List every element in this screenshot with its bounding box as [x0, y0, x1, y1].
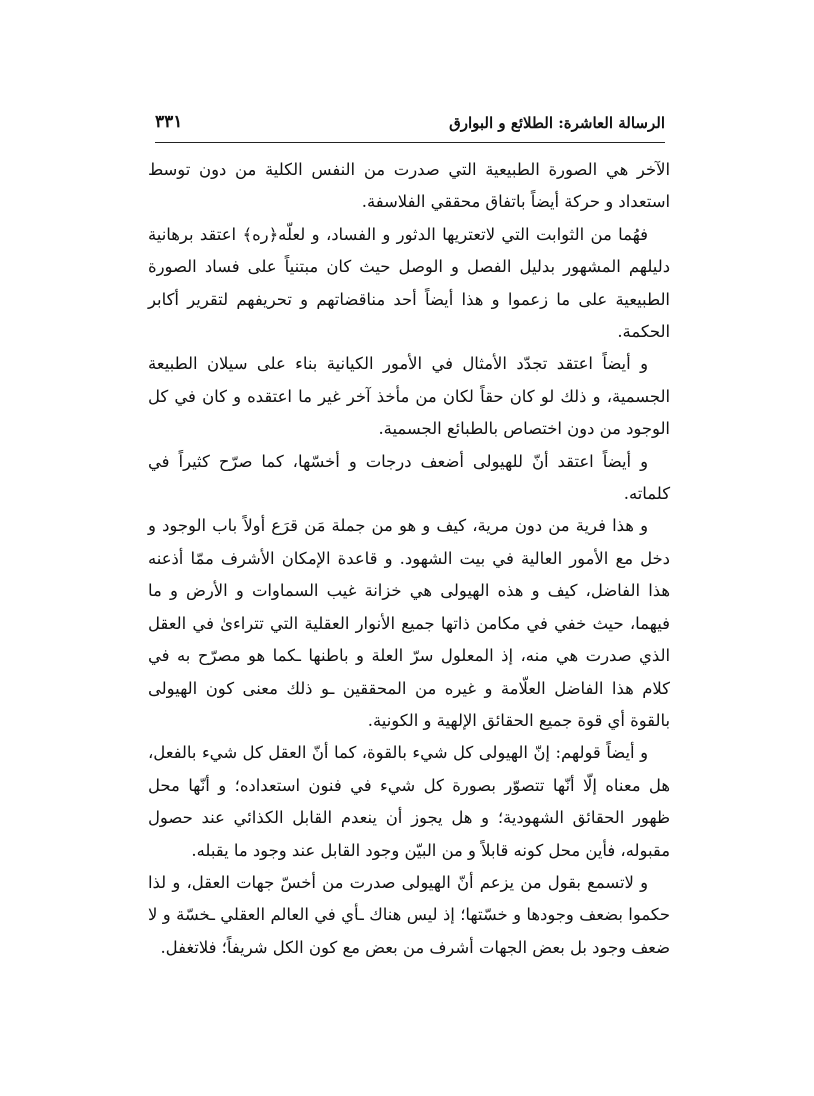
paragraph-4: و أيضاً اعتقد أنّ للهيولى أضعف درجات و أخسّها، كما صرّح كثيراً في كلماته.: [148, 451, 670, 504]
body-text: [148, 154, 670, 964]
paragraph-5: و هذا فرية من دون مرية، كيف و هو من جملة مَن قرَع أولاً باب الوجود و دخل مع الأمور العالية في بيت الشهود. و قاعدة الإمكان الأشرف ممّا أذعنه هذا الفاضل، كيف و هذه الهيولى هي خزانة غيب السماوات و الأرض و ما فيهما، حيث خفي في مكامن ذاتها جميع الأنوار العقلية التي تتراءىٰ في العقل الذي صدرت هي منه، إذ المعلول سرّ العلة و باطنها ـكما هو مصرّح به في كلام هذا الفاضل العلّامة و غيره من المحققين ـو ذلك معنى كون الهيولى بالقوة أي قوة جميع الحقائق الإلهية و الكونية.: [148, 516, 670, 730]
paragraph-3: و أيضاً اعتقد تجدّد الأمثال في الأمور الكيانية بناء على سيلان الطبيعة الجسمية، و ذلك لو كان حقاً لكان من مأخذ آخر غير ما اعتقده و كان في كل الوجود من دون اختصاص بالطبائع الجسمية.: [148, 354, 670, 439]
running-header-title: الرسالة العاشرة: الطلائع و البوارق: [449, 114, 665, 132]
paragraph-1: الآخر هي الصورة الطبيعية التي صدرت من النفس الكلية من دون توسط استعداد و حركة أيضاً باتفاق محققي الفلاسفة.: [148, 160, 670, 212]
header-divider: [155, 142, 665, 143]
page-header: [155, 108, 665, 140]
paragraph-2: فهُما من الثوابت التي لاتعتريها الدثور و الفساد، و لعلّه﴿ره﴾ اعتقد برهانية دليلهم المشهور بدليل الفصل و الوصل حيث كان مبتنياً على فساد الصورة الطبيعية على ما زعموا و هذا أيضاً أحد مناقضاتهم و تحريفهم لتقرير أكابر الحكمة.: [148, 224, 670, 342]
paragraph-7: و لاتسمع بقول من يزعم أنّ الهيولى صدرت من أخسّ جهات العقل، و لذا حكموا بضعف وجودها و خسّتها؛ إذ ليس هناك ـأي في العالم العقلي ـخسّة و لا ضعف وجود بل بعض الجهات أشرف من بعض مع كون الكل شريفاً؛ فلاتغفل.: [148, 872, 670, 957]
page-number: ٣٣١: [155, 112, 183, 132]
paragraph-6: و أيضاً قولهم: إنّ الهيولى كل شيء بالقوة، كما أنّ العقل كل شيء بالفعل، هل معناه إلّا أنّها تتصوّر بصورة كل شيء في فنون استعداده؛ و أنّها محل ظهور الحقائق الشهودية؛ و هل يجوز أن ينعدم القابل الكذائي عند حصول مقبوله، فأين محل كونه قابلاً و من البيّن وجود القابل عند وجود ما يقبله.: [148, 743, 670, 860]
